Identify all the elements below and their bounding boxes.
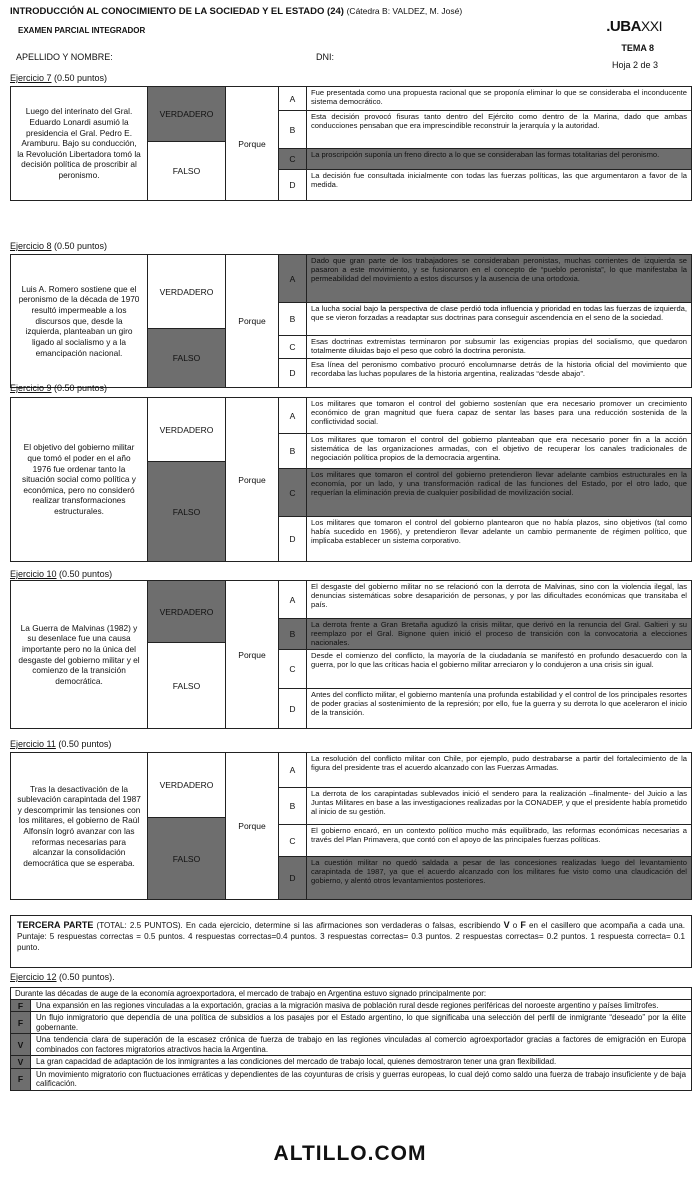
ejercicio-12-intro: Durante las décadas de auge de la economía agroexportadora, el mercado de trabajo en Argentina estuvo signado principalmente por:: [11, 988, 691, 1000]
option-letter: C: [279, 336, 307, 358]
falso-cell[interactable]: FALSO: [148, 643, 226, 728]
porque-label: Porque: [226, 581, 279, 728]
option-text: La lucha social bajo la perspectiva de clase perdió toda influencia y prioridad en todas las fuerzas de izquierda, que se vieron forzadas a readaptar sus doctrinas para conseguir ascendencia en el seno de la sociedad.: [311, 304, 687, 323]
option-b[interactable]: [279, 788, 691, 825]
altillo-watermark: ALTILLO.COM: [273, 1142, 427, 1165]
porque-label: Porque: [226, 398, 279, 561]
option-b[interactable]: [279, 111, 691, 149]
exam-subtitle: EXAMEN PARCIAL INTEGRADOR: [18, 26, 146, 35]
verdadero-cell[interactable]: VERDADERO: [148, 581, 226, 643]
affirmation-text: Un movimiento migratorio con fluctuaciones erráticas y dependientes de las coyunturas de crisis y guerras europeas, lo cual dejó como saldo una fuerza de trabajo insuficiente y de baja calificación.: [36, 1069, 686, 1089]
statement-text: El objetivo del gobierno militar que tomó el poder en el año 1976 fue ordenar tanto la situación social como política y económica, pero no consideró realizar transformaciones estructurales.: [11, 398, 148, 561]
ejercicio-block: [10, 397, 692, 562]
option-a[interactable]: [279, 398, 691, 434]
option-text: Esta decisión provocó fisuras tanto dentro del Ejército como dentro de la Marina, dado que ambas conducciones pensaban que era imprescindible reconstruir la jerarquía y la autoridad.: [311, 112, 687, 131]
porque-label: Porque: [226, 255, 279, 387]
option-c[interactable]: [279, 149, 691, 170]
ejercicio-9-title: Ejercicio 9 (0.50 puntos): [10, 383, 108, 393]
answer-box[interactable]: F: [11, 1012, 31, 1033]
option-text: Los militares que tomaron el control del gobierno sostenían que era necesario promover un crecimiento económico de gran magnitud que fuera capaz de sentar las bases para una reducción sostenida de la conflictividad social.: [311, 399, 687, 427]
option-text: Esas doctrinas extremistas terminaron por subsumir las exigencias propias del socialismo, que quedaron totalmente diluidas bajo el peso que cobró la doctrina peronista.: [311, 337, 687, 356]
option-c[interactable]: [279, 825, 691, 857]
ejercicio-12-table: [10, 987, 692, 1091]
affirmation-text: Una expansión en las regiones vinculadas a la exportación, gracias a la migración masiva de población rural desde regiones periféricas del noroeste argentino y países limítrofes.: [36, 1001, 659, 1010]
ejercicio-block: [10, 752, 692, 900]
option-c[interactable]: [279, 650, 691, 689]
dni-label: DNI:: [316, 52, 334, 62]
option-text: Dado que gran parte de los trabajadores se consideraban peronistas, muchas corrientes de izquierda se pasaron a este movimiento, y se fusionaron en el concepto de “pueblo peronista”, lo que manifestaba la permeabilidad del movimiento a estos discursos y la ausencia de una ortodoxia.: [307, 255, 691, 302]
option-letter: A: [279, 255, 307, 302]
answer-box[interactable]: F: [11, 1069, 31, 1090]
option-a[interactable]: [279, 255, 691, 303]
option-b[interactable]: [279, 619, 691, 650]
porque-label: Porque: [226, 753, 279, 899]
option-d[interactable]: [279, 517, 691, 561]
answer-box[interactable]: V: [11, 1056, 31, 1067]
option-letter: D: [279, 689, 307, 728]
ejercicio-7-title: Ejercicio 7 (0.50 puntos): [10, 73, 108, 83]
ejercicio-12-row: [11, 1012, 691, 1034]
option-text: Los militares que tomaron el control del gobierno planteaban que era necesario poner fin a la acción sistemática de las organizaciones armadas, con el objetivo de recuperar los canales tradicionales de negociación política propios de la democracia argentina.: [311, 435, 687, 463]
option-letter: A: [279, 87, 307, 110]
option-text: El gobierno encaró, en un contexto político mucho más equilibrado, las reformas económicas necesarias a través del Plan Primavera, que contó con el apoyo de las principales fuerzas políticas.: [311, 826, 687, 845]
tercera-parte-box: TERCERA PARTE (TOTAL: 2.5 PUNTOS). En cada ejercicio, determine si las afirmaciones son verdaderas o falsas, escribiendo V o F en el casillero que acompaña a cada una. Puntaje: 5 respuestas correctas = 0.5 puntos. 4 respuestas correctas=0.4 puntos. 3 respuestas correctas= 0.3 puntos. 2 respuestas correctas= 0.2 puntos. 1 respuesta correcta= 0.1 punto.: [10, 915, 692, 968]
option-d[interactable]: [279, 170, 691, 200]
option-text: Fue presentada como una propuesta racional que se proponía eliminar lo que se consideraba el inconducente sistema democrático.: [311, 88, 687, 107]
affirmation-text: Un flujo inmigratorio que dependía de una política de subsidios a los pasajes por el Estado argentino, lo que significaba una selección del perfil de inmigrante “deseado” por la élite gobernante.: [36, 1013, 686, 1032]
option-letter: D: [279, 517, 307, 561]
option-letter: D: [279, 170, 307, 200]
tercera-label: TERCERA PARTE: [17, 920, 94, 930]
affirmation-text: Una tendencia clara de superación de la escasez crónica de fuerza de trabajo en las regiones vinculadas al comercio agroexportador gracias a factores de emigración en Europa combinados con factores migratorios atractivos hacia la Argentina.: [36, 1035, 686, 1054]
ejercicio-12-row: [11, 1000, 691, 1012]
ejercicio-10-title: Ejercicio 10 (0.50 puntos): [10, 569, 113, 579]
option-c[interactable]: [279, 469, 691, 517]
falso-cell[interactable]: FALSO: [148, 818, 226, 899]
apellido-label: APELLIDO Y NOMBRE:: [16, 52, 113, 62]
option-letter: C: [279, 650, 307, 688]
option-text: La cuestión militar no quedó saldada a pesar de las concesiones realizadas luego del levantamiento carapintada de 1987, ya que el acuerdo alcanzado con los militares fue visto como una claudicación del gobierno, y alentó otros levantamientos posteriores.: [307, 857, 691, 899]
affirmation-text: La gran capacidad de adaptación de los inmigrantes a las condiciones del mercado de trabajo local, quienes demostraron tener una gran flexibilidad.: [36, 1057, 557, 1067]
statement-text: Luis A. Romero sostiene que el peronismo de la década de 1970 resultó impermeable a los discursos que, desde la izquierda, planteaban un giro ligado al socialismo y a la emancipación nacional.: [11, 255, 148, 387]
statement-text: Tras la desactivación de la sublevación carapintada del 1987 y descomprimir las tensiones con los militares, el gobierno de Raúl Alfonsín logró avanzar con las reformas necesarias para alcanzar la consolidación democrática que se esperaba.: [11, 753, 148, 899]
ejercicio-block: [10, 254, 692, 388]
option-letter: C: [279, 469, 307, 516]
falso-cell[interactable]: FALSO: [148, 462, 226, 561]
tema-label: TEMA 8: [621, 43, 654, 53]
option-c[interactable]: [279, 336, 691, 359]
option-letter: B: [279, 303, 307, 335]
uba-logo: .UBAXXI: [606, 18, 662, 35]
ejercicio-block: [10, 580, 692, 729]
option-letter: B: [279, 111, 307, 148]
option-text: Los militares que tomaron el control del gobierno pretendieron llevar adelante cambios estructurales en la economía, por un lado, y una transformación radical de las funciones del Estado, por el otro lado, que requerían la eliminación previa de cualquier posibilidad de movilización social.: [307, 469, 691, 516]
exam-title: [10, 6, 462, 17]
option-b[interactable]: [279, 434, 691, 469]
page-number: Hoja 2 de 3: [611, 60, 658, 70]
option-text: La derrota de los carapintadas sublevados inició el sendero para la realización –finalmente- del Juicio a las Juntas Militares en base a las investigaciones realizadas por la CONADEP, y que el presidente había prometido al inicio de su gestión.: [311, 789, 687, 817]
verdadero-cell[interactable]: VERDADERO: [148, 255, 226, 329]
porque-label: Porque: [226, 87, 279, 200]
option-letter: B: [279, 434, 307, 468]
option-letter: A: [279, 581, 307, 618]
option-text: Esa línea del peronismo combativo procuró encolumnarse detrás de la historia oficial del movimiento que recordaba las luchas populares de la historia argentina, realizadas “desde abajo”.: [311, 360, 687, 379]
option-b[interactable]: [279, 303, 691, 336]
falso-cell[interactable]: FALSO: [148, 329, 226, 387]
option-text: Los militares que tomaron el control del gobierno plantearon que no había plazos, sino objetivos (tal como había sucedido en 1966), y pretendieron llevar adelante un cambio permanente de régimen político, que implicaba establecer un sistema corporativo.: [311, 518, 687, 546]
catedra: (Cátedra B: VALDEZ, M. José): [346, 6, 463, 16]
answer-box[interactable]: F: [11, 1000, 31, 1011]
ejercicio-12-title: Ejercicio 12 (0.50 puntos).: [10, 972, 115, 982]
verdadero-cell[interactable]: VERDADERO: [148, 87, 226, 142]
falso-cell[interactable]: FALSO: [148, 142, 226, 200]
option-text: El desgaste del gobierno militar no se relacionó con la derrota de Malvinas, sino con la violencia ilegal, las denuncias sistemáticas sobre desaparición de personas, y por las dificultades económicas que transitaba el país.: [311, 582, 687, 610]
option-a[interactable]: [279, 753, 691, 788]
option-d[interactable]: [279, 359, 691, 387]
option-a[interactable]: [279, 581, 691, 619]
option-letter: C: [279, 149, 307, 169]
option-letter: A: [279, 753, 307, 787]
answer-box[interactable]: V: [11, 1034, 31, 1055]
ejercicio-12-row: [11, 1056, 691, 1068]
option-text: La decisión fue consultada inicialmente con todas las fuerzas políticas, las que argumentaron a favor de la medida.: [311, 171, 687, 190]
option-text: Antes del conflicto militar, el gobierno mantenía una profunda estabilidad y el control de los principales resortes de poder gracias al sostenimiento de la represión; por ello, fue la guerra y su derrota lo que aceleraron el inicio de la transición.: [311, 690, 687, 718]
option-letter: B: [279, 788, 307, 824]
option-letter: A: [279, 398, 307, 433]
option-letter: B: [279, 619, 307, 649]
option-text: La resolución del conflicto militar con Chile, por ejemplo, pudo destrabarse a partir del fortalecimiento de la figura del presidente tras el acuerdo alcanzado con las Fuerzas Armadas.: [311, 754, 687, 773]
verdadero-cell[interactable]: VERDADERO: [148, 753, 226, 818]
statement-text: Luego del interinato del Gral. Eduardo Lonardi asumió la presidencia el Gral. Pedro E. Aramburu. Bajo su conducción, la Revolución Libertadora tomó la decisión política de proscribir al peronismo.: [11, 87, 148, 200]
option-text: La derrota frente a Gran Bretaña agudizó la crisis militar, que derivó en la renuncia del Gral. Galtieri y su reemplazo por el Gral. Bignone quien inició el proceso de transición con la convocatoria a elecciones nacionales.: [307, 619, 691, 649]
ejercicio-12-row: [11, 1034, 691, 1056]
option-d[interactable]: [279, 857, 691, 899]
option-letter: D: [279, 857, 307, 899]
ejercicio-12-row: [11, 1069, 691, 1090]
course-name: INTRODUCCIÓN AL CONOCIMIENTO DE LA SOCIEDAD Y EL ESTADO (24): [10, 6, 344, 17]
ejercicio-11-title: Ejercicio 11 (0.50 puntos): [10, 739, 112, 749]
statement-text: La Guerra de Malvinas (1982) y su desenlace fue una causa importante pero no la única del desgaste del gobierno militar y el comienzo de la transición democrática.: [11, 581, 148, 728]
option-d[interactable]: [279, 689, 691, 728]
option-a[interactable]: [279, 87, 691, 111]
option-text: La proscripción suponía un freno directo a lo que se consideraban las formas totalitarias del peronismo.: [307, 149, 691, 169]
option-letter: C: [279, 825, 307, 856]
verdadero-cell[interactable]: VERDADERO: [148, 398, 226, 462]
ejercicio-block: [10, 86, 692, 201]
option-letter: D: [279, 359, 307, 387]
option-text: Desde el comienzo del conflicto, la mayoría de la ciudadanía se manifestó en profundo desacuerdo con la guerra, por lo que las críticas hacia el gobierno militar arreciaron y lo condujeron a una crisis sin igual.: [311, 651, 687, 670]
ejercicio-8-title: Ejercicio 8 (0.50 puntos): [10, 241, 108, 251]
